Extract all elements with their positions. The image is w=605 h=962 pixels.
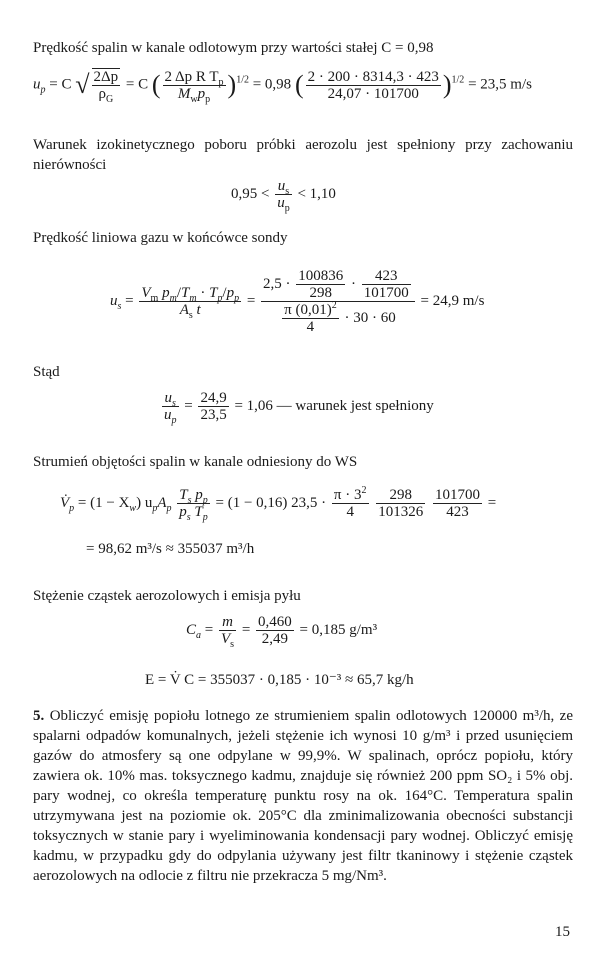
page-number: 15 [555,924,570,940]
equation-dust-emission: E = V̇ C = 355037 · 0,185 · 10⁻³ ≈ 65,7 kg/h [145,672,414,688]
equation-volume-flow: $V̇_p = (1 - X_w)$ $u_pA_p$ $\frac{T_s p_p}{p_s T_p}$ = (1 − 0,16) 23,5 · $\frac{\pi \cdot 3^2}{4}$ $\frac{298}{101326}$ $\frac{101700}{423}$ = [60,485,497,523]
paragraph-aerosol-concentration: Stężenie cząstek aerozolowych i emisja pyłu [33,588,301,604]
paragraph-flue-velocity: Prędkość spalin w kanale odlotowym przy wartości stałej C = 0,98 [33,40,434,56]
paragraph-hence: Stąd [33,364,60,380]
problem-text: Obliczyć emisję popiołu lotnego ze strumieniem spalin odlotowych 120000 m³/h, ze spalarni odpadów komunalnych, jeżeli stężenie ich wynosi 10 g/m³ i przed usunięciem gazów do atmosfery są one odpylane w 99,9%. W spalinach, oprócz popiołu, który zawiera ok. 10% mas. toksycznego kadmu, znajduje się również 200 ppm SO₂ i 5% obj. pary wodnej, co określa temperaturę punktu rosy na ok. 164°C. Temperatura spalin utrzymywana jest na poziomie ok. 205°C dla zminimalizowania obecności substancji toksycznych w stanie pary i wyeliminowania kondensacji pary wodnej. Obliczyć emisję kadmu, w przypadku gdy do odpylania używany jest filtr tkaninowy i stężenie cząstek aerozolowych na odlocie z filtru nie przekracza 5 mg/Nm³. [33,708,573,884]
problem-5 [33,706,573,886]
paragraph-probe-velocity: Prędkość liniowa gazu w końcówce sondy [33,230,288,246]
equation-probe-velocity: $u_s$ = $\frac{V_m p_m/T_m \cdot T_p/p_p}{A_s t}$ = 2,5 · $\frac{100836}{298}$ · $\frac{423}{101700}$ $\frac{\pi (0,01)^2}{4}$ · 30 · 60 = 24,9 m/s [110,268,485,335]
equation-volume-flow-result: = 98,62 m³/s ≈ 355037 m³/h [86,541,255,557]
equation-isokinetic-inequality: 0,95 < $\frac{u_s}{u_p}$ < 1,10 [231,178,336,214]
paragraph-isokinetic: Warunek izokinetycznego poboru próbki aerozolu jest spełniony przy zachowaniu nierówności [33,137,573,173]
equation-aerosol-concentration: $C_a$ = $\frac{m}{V_s}$ = $\frac{0,460}{2,49}$ = 0,185 g/m³ [186,614,378,650]
equation-flue-velocity: $u_p = C$ √ $\frac{2\Delta p}{\rho_G}$ = C ( $\frac{2 \Delta p R T_p}{M_wp_p}$ )$^{1/2}$ = 0,98 ( $\frac{2 \cdot 200 \cdot 8314,3 \cdot 423}{24,07 \cdot 101700}$ )$^{1/2}$ = 23,5 m/s [33,68,532,105]
equation-velocity-ratio: $\frac{u_s}{u_p}$ = $\frac{24,9}{23,5}$ = 1,06 — warunek jest spełniony [164,390,434,426]
paragraph-volume-flow: Strumień objętości spalin w kanale odniesiony do WS [33,454,358,470]
problem-number: 5. [33,708,45,724]
